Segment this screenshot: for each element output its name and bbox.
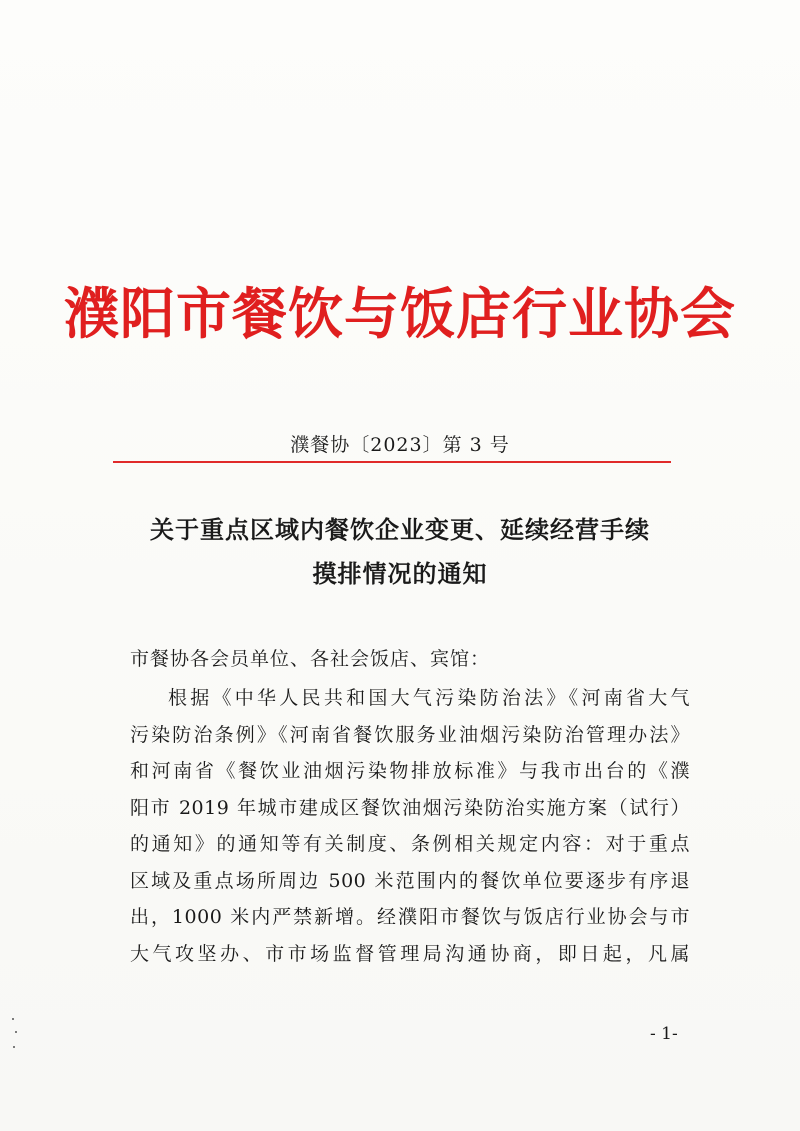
document-number: 濮餐协〔2023〕第 3 号 bbox=[290, 434, 510, 456]
notice-title-line-2: 摸排情况的通知 bbox=[312, 560, 488, 588]
body-line: 出，1000 米内严禁新增。经濮阳市餐饮与饭店行业协会与市 bbox=[130, 906, 690, 928]
body-paragraph bbox=[130, 680, 690, 972]
body-line: 污染防治条例》《河南省餐饮服务业油烟污染防治管理办法》 bbox=[130, 723, 690, 746]
notice-title bbox=[80, 508, 720, 596]
scan-speck bbox=[13, 1046, 15, 1048]
page-number: - 1- bbox=[650, 1024, 678, 1044]
scan-speck bbox=[15, 1031, 17, 1033]
body-line: 区域及重点场所周边 500 米范围内的餐饮单位要逐步有序退 bbox=[130, 869, 690, 892]
organization-header-title: 濮阳市餐饮与饭店行业协会 bbox=[63, 281, 736, 346]
body-line: 和河南省《餐饮业油烟污染物排放标准》与我市出台的《濮 bbox=[130, 760, 690, 782]
body-line: 根据《中华人民共和国大气污染防治法》《河南省大气 bbox=[168, 687, 690, 709]
body-line: 阳市 2019 年城市建成区餐饮油烟污染防治实施方案（试行） bbox=[130, 796, 690, 819]
salutation: 市餐协各会员单位、各社会饭店、宾馆： bbox=[130, 648, 491, 670]
body-line: 的通知》的通知等有关制度、条例相关规定内容：对于重点 bbox=[130, 833, 690, 855]
notice-title-line-1: 关于重点区域内餐饮企业变更、延续经营手续 bbox=[150, 516, 650, 544]
scan-speck bbox=[12, 1018, 14, 1020]
red-divider-line bbox=[113, 461, 671, 463]
body-line: 大气攻坚办、市市场监督管理局沟通协商，即日起，凡属 bbox=[130, 942, 690, 965]
